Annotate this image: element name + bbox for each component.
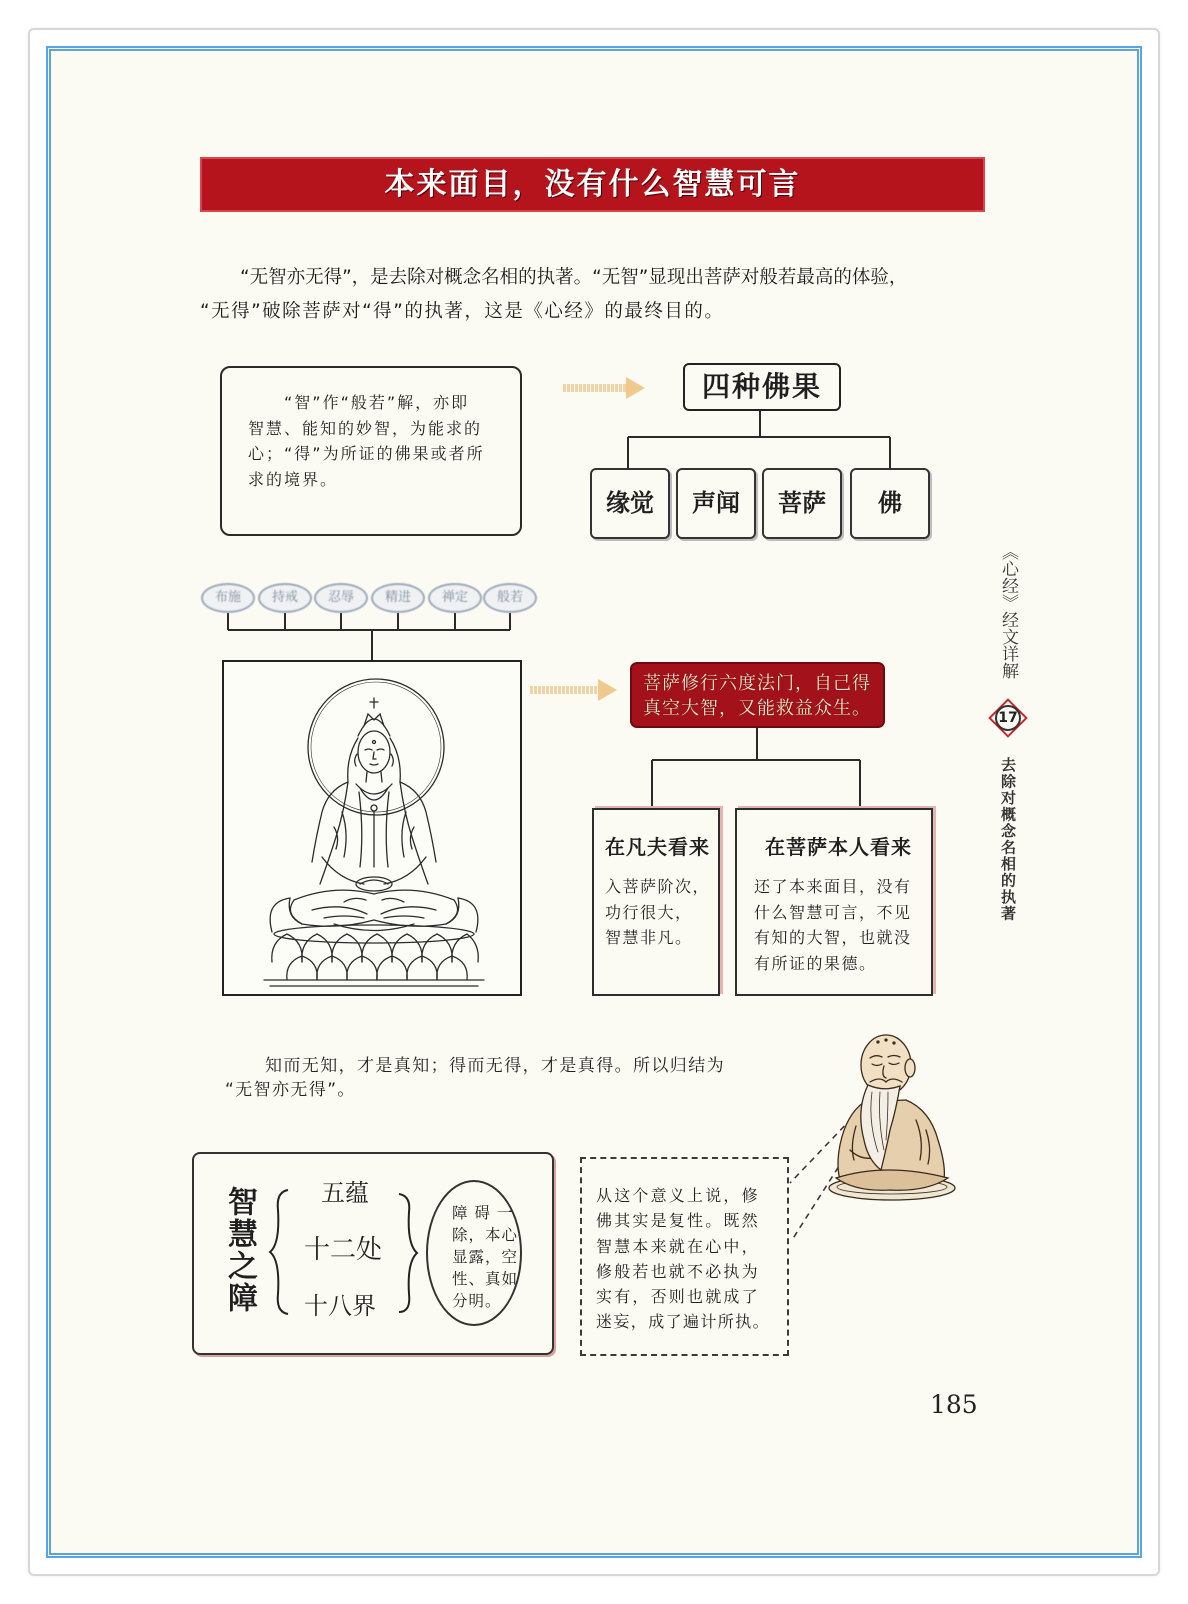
remark-line: 智慧本来就在心中， (596, 1236, 760, 1256)
remark-line: 迷妄，成了遍计所执。 (596, 1312, 771, 1332)
perfection-oval: 忍辱 (314, 583, 368, 613)
perfection-oval: 持戒 (258, 583, 312, 613)
obstacle-item: 十二处 (303, 1235, 382, 1265)
bodhisattva-summary (630, 662, 885, 728)
view-line: 有所证的果德。 (754, 953, 877, 973)
guanyin-illustration (224, 662, 520, 994)
perfection-oval: 布施 (201, 583, 255, 613)
monk-remark-box (580, 1157, 789, 1356)
view-line: 还了本来面目，没有 (754, 877, 912, 896)
arrow-right-icon (563, 377, 645, 399)
guanyin-frame (222, 660, 522, 996)
view-heading: 在凡夫看来 (605, 835, 710, 859)
summary-line: 菩萨修行六度法门，自己得 (643, 673, 871, 694)
view-body (754, 874, 931, 976)
ellipse-line: 显露，空 (452, 1248, 519, 1266)
fruit-item: 声闻 (676, 468, 756, 539)
view-body (605, 874, 718, 951)
view-line: 智慧非凡。 (605, 928, 693, 947)
fruit-item: 佛 (850, 468, 930, 539)
page-number: 185 (930, 1390, 978, 1419)
arrow-right-icon (530, 679, 617, 701)
fruit-item: 缘觉 (590, 468, 670, 539)
remark-line: 佛其实是复性。既然 (596, 1211, 760, 1231)
ellipse-line: 障碍一 (452, 1204, 520, 1222)
right-brace-icon (395, 1192, 419, 1314)
remark-line: 从这个意义上说，修 (596, 1186, 760, 1205)
obstacles-note-ellipse (426, 1180, 522, 1326)
side-section-title: 去除对概念名相的执著 (999, 757, 1017, 922)
note-line: 求的境界。 (248, 469, 339, 489)
ellipse-line: 除，本心 (452, 1226, 519, 1244)
wisdom-obstacles-box (192, 1152, 554, 1355)
conclusion-line: 知而无知，才是真知；得而无得，才是真得。所以归结为 (265, 1056, 725, 1076)
bodhisattva-view-box (735, 808, 933, 996)
obstacles-title: 智慧之障 (222, 1186, 257, 1314)
intro-line: “无智亦无得”，是去除对概念名相的执著。“无智”显现出菩萨对般若最高的体验， (240, 267, 908, 288)
perfection-oval: 般若 (483, 583, 537, 613)
intro-line: “无得”破除菩萨对“得”的执著，这是《心经》的最终目的。 (200, 301, 725, 322)
head (355, 698, 394, 773)
fruit-item: 菩萨 (762, 468, 842, 539)
view-heading: 在菩萨本人看来 (765, 835, 912, 859)
page-title: 本来面目，没有什么智慧可言 (200, 157, 985, 212)
perfection-oval: 精进 (371, 583, 425, 613)
ellipse-line: 分明。 (452, 1292, 502, 1310)
perfection-oval: 禅定 (428, 583, 482, 613)
buddha-fruits-title: 四种佛果 (683, 363, 841, 411)
note-line: 智慧、能知的妙智，为能求的 (248, 418, 483, 438)
note-line: 心；“得”为所证的佛果或者所 (248, 444, 485, 463)
remark-line: 实有，否则也就成了 (596, 1287, 760, 1307)
obstacle-item: 十八界 (304, 1292, 376, 1320)
ellipse-line: 性、真如 (452, 1270, 519, 1288)
note-line: “智”作“般若”解，亦即 (284, 393, 470, 412)
ordinary-view-box (592, 808, 720, 996)
summary-line: 真空大智，又能救益众生。 (643, 698, 871, 719)
view-line: 有知的大智，也就没 (754, 928, 912, 947)
view-line: 入菩萨阶次， (605, 877, 711, 896)
left-brace-icon (268, 1188, 292, 1316)
side-book-title: 《心经》经文详解 (998, 543, 1018, 679)
monk-illustration (826, 1030, 961, 1205)
view-line: 什么智慧可言，不见 (754, 902, 912, 922)
conclusion-line: “无智亦无得”。 (225, 1080, 356, 1100)
obstacle-item: 五蕴 (321, 1179, 369, 1207)
remark-line: 修般若也就不必执为 (596, 1261, 760, 1281)
chapter-badge: 17 (995, 705, 1021, 731)
view-line: 功行很大， (605, 902, 693, 922)
